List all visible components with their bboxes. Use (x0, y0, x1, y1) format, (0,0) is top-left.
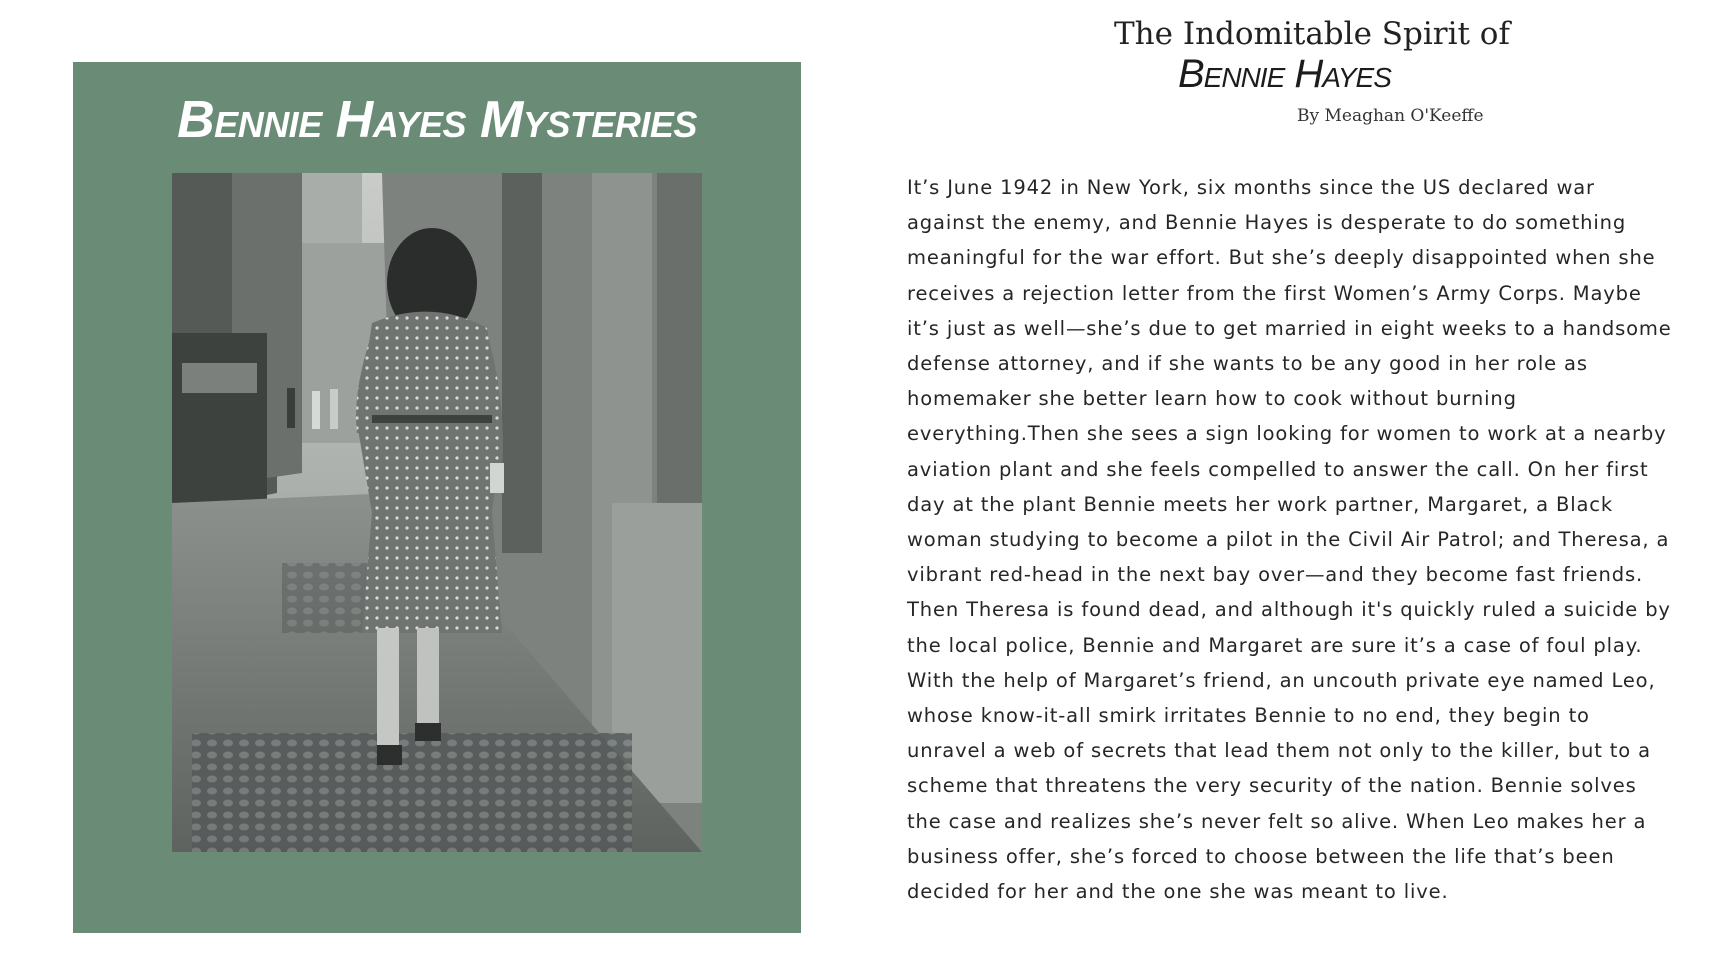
book-synopsis (907, 170, 1673, 909)
cover-title: Bennie Hayes Mysteries (177, 91, 697, 149)
synopsis-paragraph: It’s June 1942 in New York, six months since the US declared war against the enemy, and Bennie Hayes is desperate to do something meaningful for the war effort. But she’s deeply disappointed when she receives a rejection letter from the first Women’s Army Corps. Maybe it’s just as well—she’s due to get married in eight weeks to a handsome defense attorney, and if she wants to be any good in her role as homemaker she better learn how to cook without burning everything.Then she sees a sign looking for women to work at a nearby aviation plant and she feels compelled to answer the call. On her first day at the plant Bennie meets her work partner, Margaret, a Black woman studying to become a pilot in the Civil Air Patrol; and Theresa, a vibrant red-head in the next bay over—and they become fast friends. Then Theresa is found dead, and although it's quickly ruled a suicide by the local police, Bennie and Margaret are sure it’s a case of foul play. With the help of Margaret’s friend, an uncouth private eye named Leo, whose know-it-all smirk irritates Bennie to no end, they begin to unravel a web of secrets that lead them not only to the killer, but to a scheme that threatens the very security of the nation. Bennie solves the case and realizes she’s never felt so alive. When Leo makes her a business offer, she’s forced to choose between the life that’s been decided for her and the one she was meant to live. (907, 176, 1672, 904)
heading-title-name: Bennie Hayes (1178, 52, 1391, 96)
heading-line1: The Indomitable Spirit of (1114, 16, 1510, 52)
woman-walking-photo-icon (172, 173, 702, 852)
cover-photo (172, 173, 702, 852)
book-cover (73, 62, 801, 933)
byline: By Meaghan O'Keeffe (1297, 106, 1484, 126)
